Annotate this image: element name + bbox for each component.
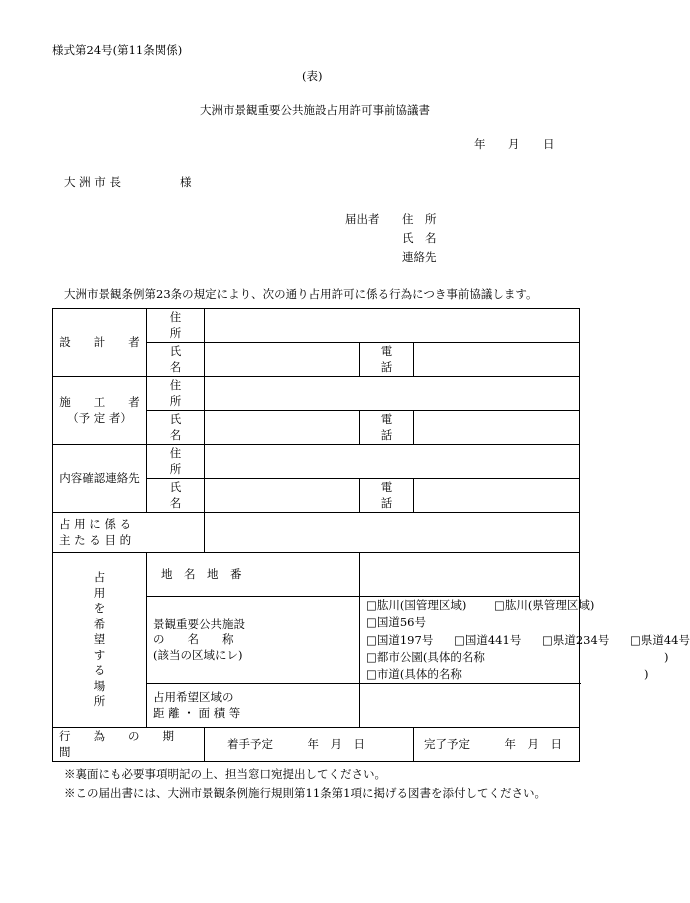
option-route-197[interactable]: □国道197号 [366,632,434,647]
facility-options [360,597,690,684]
confirm-phone-label: 電 話 [360,479,414,513]
area-label [147,684,360,728]
contractor-phone-label: 電 話 [360,411,414,445]
contractor-name-field[interactable] [205,411,360,445]
option-hijikawa-national[interactable]: □肱川(国管理区域) [366,598,467,612]
facility-option-row-5 [366,666,649,683]
option-city-park-close: ) [664,649,669,664]
intro-text: 大洲市景観条例第23条の規定により、次の通り占用許可に係る行為につき事前協議します。 [64,287,538,301]
option-hijikawa-prefectural[interactable]: □肱川(県管理区域) [494,598,595,612]
note-2: ※この届出書には、大洲市景観条例施行規則第11条第1項に掲げる図書を添付してください。 [64,786,546,800]
purpose-label [53,513,205,553]
purpose-label-line1: 占 用 に 係 る [59,516,132,531]
addressee-name: 大 洲 市 長 [64,175,121,189]
facility-label-line1: 景観重要公共施設 [153,616,245,631]
lot-label: 地 名 地 番 [147,553,360,597]
applicant-label: 届出者 [345,212,380,226]
period-label: 行 為 の 期 間 [53,728,205,762]
purpose-field[interactable] [205,513,580,553]
option-prefroad-44[interactable]: □県道44号 [630,632,690,647]
consultation-form-table [52,308,690,762]
option-city-road[interactable]: □市道(具体的名称 [366,667,462,681]
date-month: 月 [508,137,520,151]
confirm-name-label: 氏 名 [147,479,205,513]
facility-option-row-3 [366,632,690,649]
period-start[interactable]: 着手予定 年 月 日 [205,728,414,762]
occupancy-place-label [53,553,147,728]
confirm-address-field[interactable] [205,445,580,479]
confirm-name-field[interactable] [205,479,360,513]
confirm-phone-field[interactable] [414,479,580,513]
option-route-56[interactable]: □国道56号 [366,615,426,630]
contractor-label-line1: 施 工 者 [59,394,140,409]
form-number: 様式第24号(第11条関係) [52,43,183,57]
option-prefroad-234[interactable]: □県道234号 [542,632,610,647]
facility-option-row-4 [366,649,669,666]
date-year: 年 [474,137,486,151]
contractor-name-label: 氏 名 [147,411,205,445]
facility-option-row-1 [366,597,595,614]
contractor-address-label: 住 所 [147,377,205,411]
applicant-contact-label: 連絡先 [402,250,437,264]
facility-label [147,597,360,684]
confirm-contact-label: 内容確認連絡先 [53,445,147,513]
date-day: 日 [543,137,555,151]
confirm-address-label: 住 所 [147,445,205,479]
applicant-name-label: 氏 名 [402,231,437,245]
lot-field[interactable] [360,553,580,597]
contractor-label [53,377,147,445]
addressee-honorific: 様 [180,175,192,189]
purpose-label-line2: 主 た る 目 的 [59,532,132,547]
area-label-line1: 占用希望区域の [153,690,234,705]
contractor-phone-field[interactable] [414,411,580,445]
designer-label: 設 計 者 [53,309,147,377]
form-side-label: (表) [302,69,323,83]
contractor-label-line2: （予 定 者） [67,410,132,425]
note-1: ※裏面にも必要事項明記の上、担当窓口宛提出してください。 [64,767,386,781]
applicant-address-label: 住 所 [402,212,437,226]
option-city-park[interactable]: □都市公園(具体的名称 [366,649,485,664]
period-end[interactable]: 完了予定 年 月 日 [414,728,580,762]
facility-label-line2: の 名 称 [153,632,234,647]
contractor-address-field[interactable] [205,377,580,411]
designer-address-field[interactable] [205,309,580,343]
document-title: 大洲市景観重要公共施設占用許可事前協議書 [200,103,430,117]
occupancy-place-text: 占用を希望する場所 [93,570,106,709]
designer-name-field[interactable] [205,343,360,377]
facility-option-row-2 [366,614,573,631]
designer-phone-label: 電 話 [360,343,414,377]
designer-address-label: 住 所 [147,309,205,343]
option-city-road-close: ) [644,667,649,681]
area-label-line2: 距 離 ・ 面 積 等 [153,705,241,720]
designer-phone-field[interactable] [414,343,580,377]
designer-name-label: 氏 名 [147,343,205,377]
facility-label-line3: (該当の区域にレ) [153,647,243,662]
area-field[interactable] [360,684,580,728]
option-route-441[interactable]: □国道441号 [454,632,522,647]
